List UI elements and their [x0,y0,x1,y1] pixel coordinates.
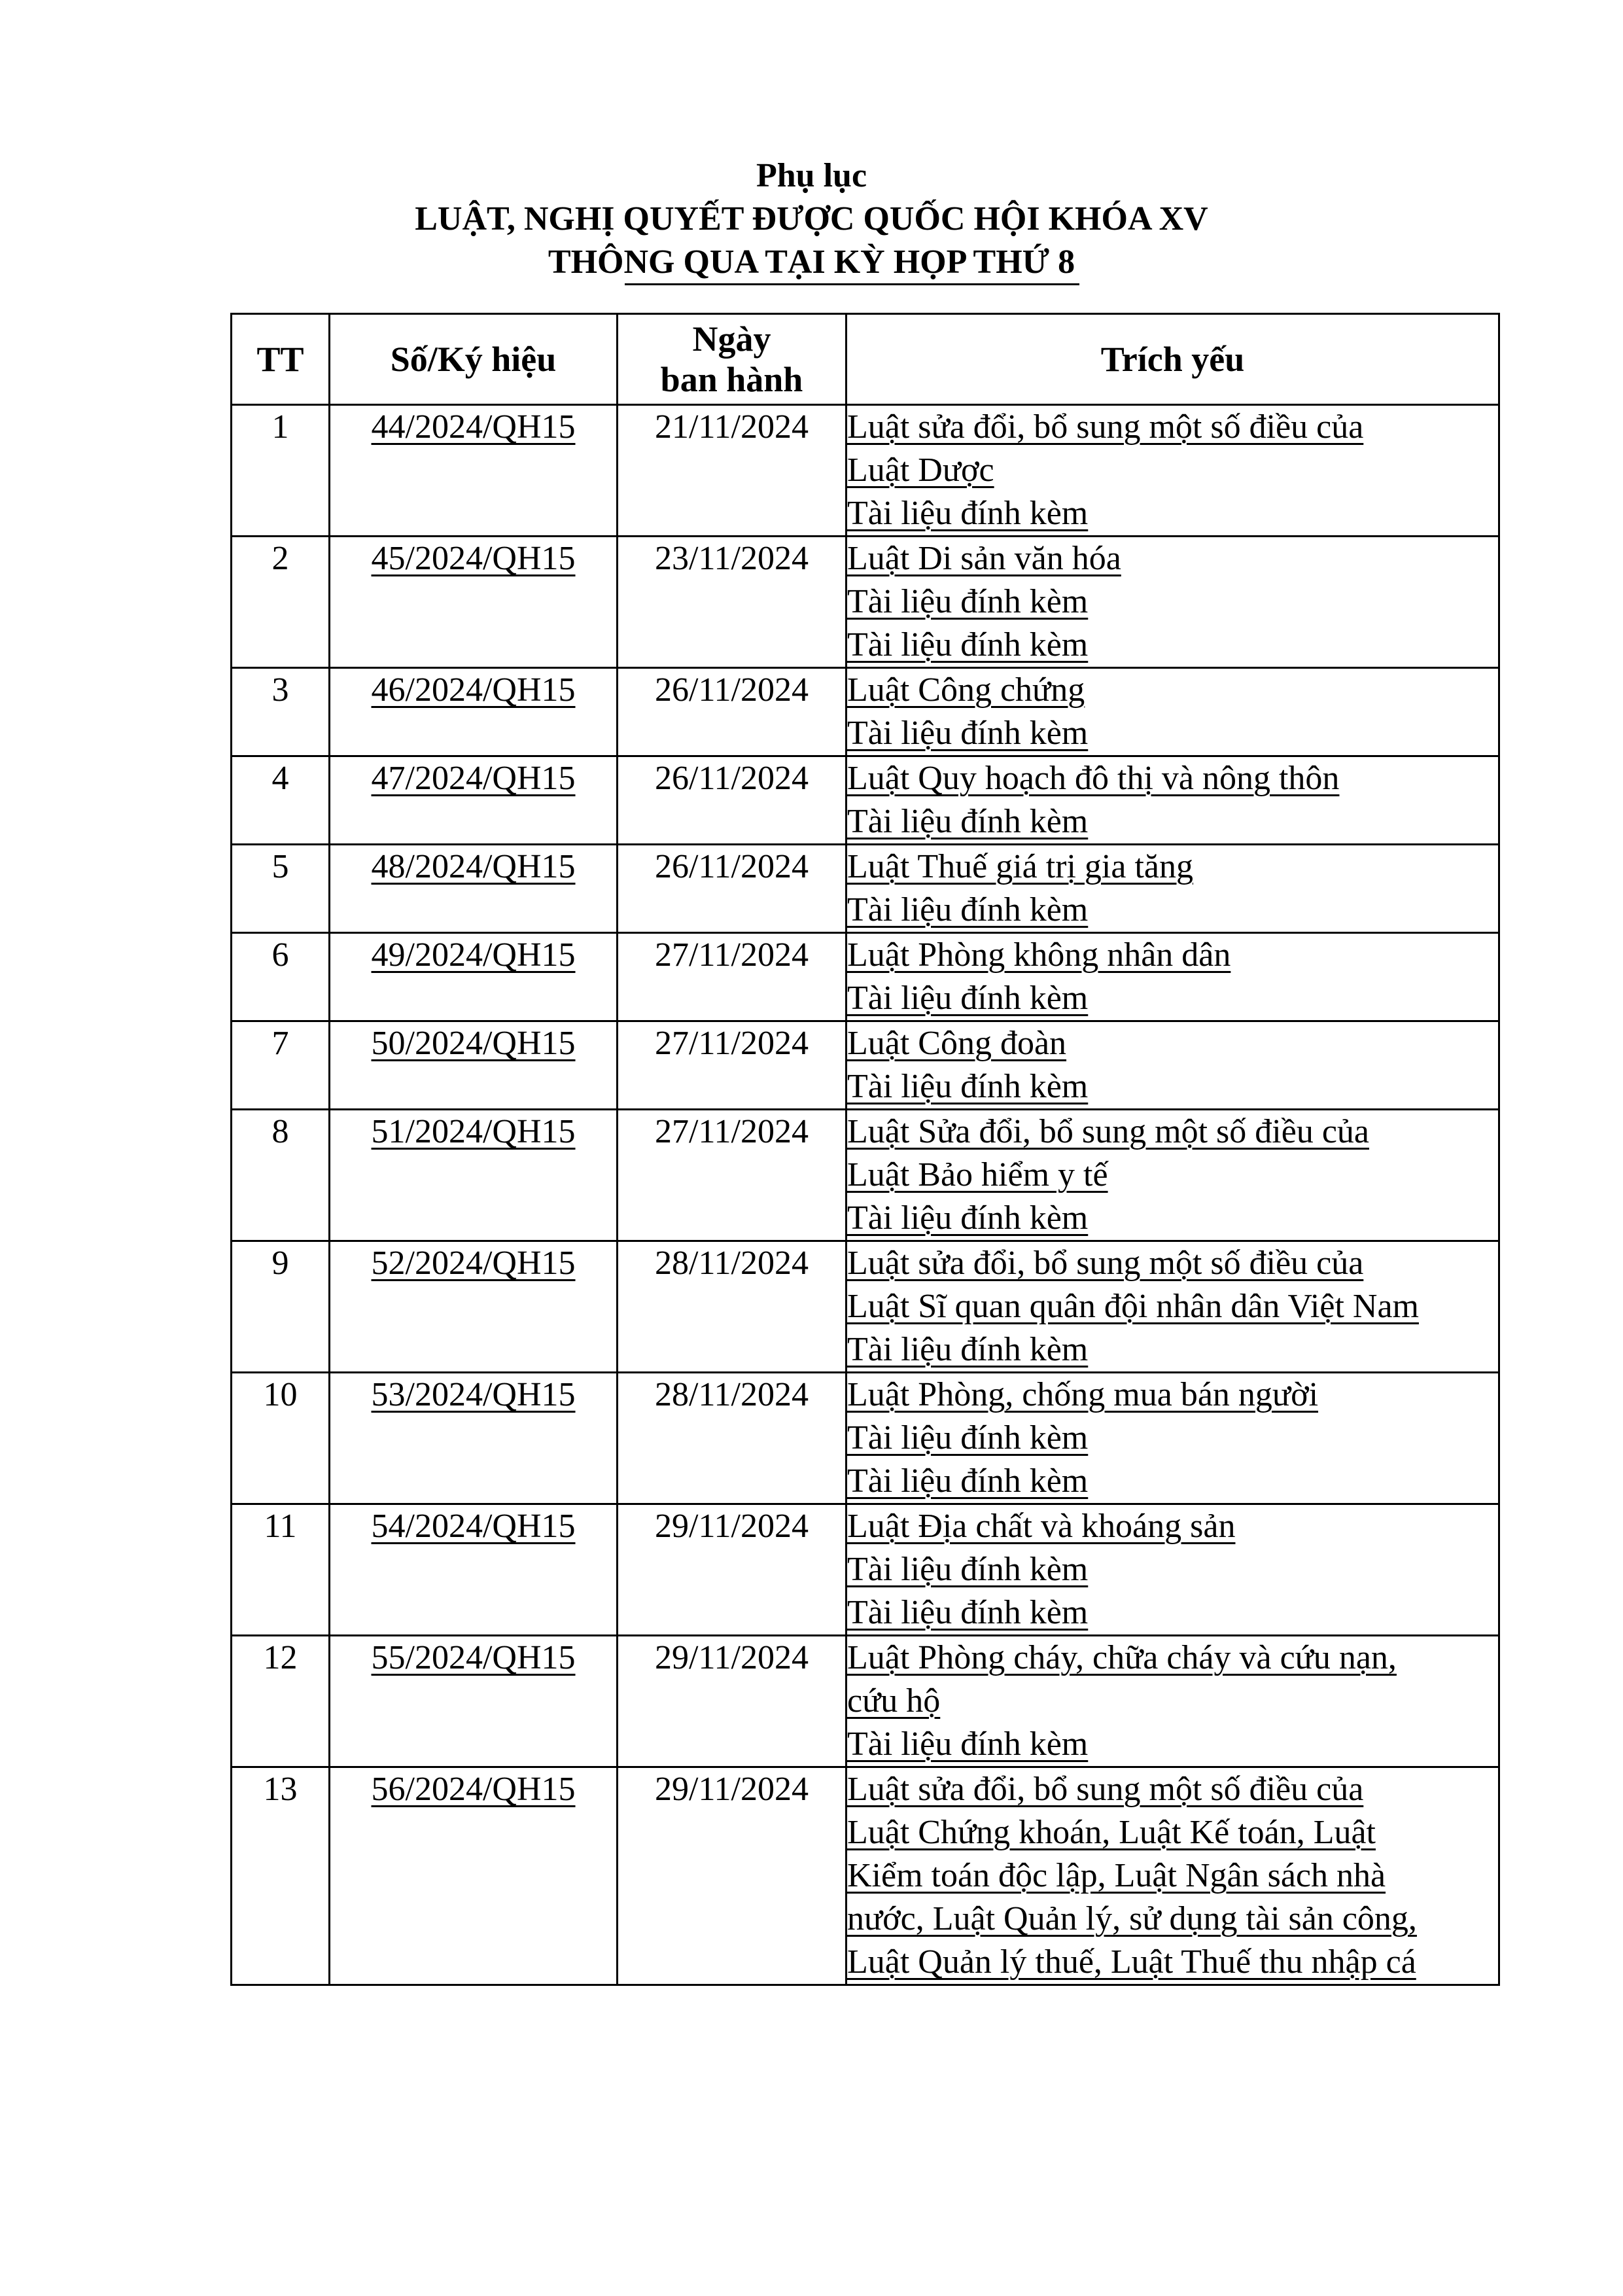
table-header-row [232,314,1499,405]
table-row [232,1373,1499,1504]
cell-ngay-ban-hanh: 27/11/2024 [618,1110,846,1241]
document-header [0,154,1623,284]
law-title-line: Luật Địa chất và khoáng sản [847,1508,1236,1545]
law-title-link[interactable] [847,406,1498,492]
law-title-link[interactable] [847,845,1498,889]
attachment-item [847,1065,1498,1108]
attachment-link[interactable]: Tài liệu đính kèm [847,803,1089,840]
column-header-tt: TT [232,314,330,405]
cell-trich-yeu [846,1110,1499,1241]
table-row [232,1110,1499,1241]
cell-so-ky-hieu [330,668,618,756]
attachment-item [847,977,1498,1020]
law-title-line: Luật Sửa đổi, bổ sung một số điều của [847,1113,1369,1150]
column-header-ngay-ban-hanh [618,314,846,405]
law-title-line: Luật Bảo hiểm y tế [847,1156,1108,1193]
cell-so-ky-hieu [330,933,618,1021]
document-number-link[interactable]: 56/2024/QH15 [371,1771,576,1808]
law-title-line: Luật Phòng, chống mua bán người [847,1376,1319,1413]
attachment-item [847,1591,1498,1634]
law-title-line: Luật Dược [847,451,994,489]
cell-ngay-ban-hanh: 28/11/2024 [618,1373,846,1504]
header-subtitle-line-2: THÔNG QUA TẠI KỲ HỌP THỨ 8 [548,243,1075,281]
cell-tt: 12 [232,1636,330,1767]
attachment-item [847,800,1498,843]
cell-so-ky-hieu [330,756,618,845]
law-title-line: Luật Quản lý thuế, Luật Thuế thu nhập cá [847,1943,1416,1981]
attachment-item [847,712,1498,755]
cell-ngay-ban-hanh: 27/11/2024 [618,1021,846,1110]
document-number-link[interactable]: 44/2024/QH15 [371,408,576,446]
cell-tt: 1 [232,405,330,537]
cell-tt: 11 [232,1504,330,1636]
table-body [232,405,1499,1985]
cell-ngay-ban-hanh: 21/11/2024 [618,405,846,537]
law-title-line: Luật Sĩ quan quân đội nhân dân Việt Nam [847,1288,1419,1325]
cell-trich-yeu [846,756,1499,845]
cell-so-ky-hieu [330,845,618,933]
law-title-link[interactable] [847,1022,1498,1065]
law-title-link[interactable] [847,537,1498,580]
table-row [232,933,1499,1021]
table-row [232,1021,1499,1110]
table-row [232,537,1499,668]
cell-tt: 4 [232,756,330,845]
attachment-link[interactable]: Tài liệu đính kèm [847,715,1089,752]
attachment-item [847,1417,1498,1460]
column-header-ngay-line1: Ngày [692,319,771,359]
cell-trich-yeu [846,1373,1499,1504]
attachment-item [847,580,1498,624]
table-row [232,1241,1499,1373]
cell-so-ky-hieu [330,1767,618,1985]
law-title-line: Luật Di sản văn hóa [847,540,1121,577]
law-title-line: Luật Phòng không nhân dân [847,936,1231,974]
cell-ngay-ban-hanh: 27/11/2024 [618,933,846,1021]
law-title-line: Luật Thuế giá trị gia tăng [847,848,1193,885]
law-title-line: cứu hộ [847,1682,941,1720]
cell-so-ky-hieu [330,1021,618,1110]
attachment-item [847,1548,1498,1591]
attachment-item [847,1328,1498,1371]
cell-ngay-ban-hanh: 29/11/2024 [618,1767,846,1985]
attachment-item [847,624,1498,667]
law-title-line: Kiểm toán độc lập, Luật Ngân sách nhà [847,1857,1386,1894]
cell-trich-yeu [846,1241,1499,1373]
cell-trich-yeu [846,1504,1499,1636]
cell-trich-yeu [846,1021,1499,1110]
cell-ngay-ban-hanh: 29/11/2024 [618,1504,846,1636]
document-number-link[interactable]: 46/2024/QH15 [371,671,576,709]
document-number-link[interactable]: 45/2024/QH15 [371,540,576,577]
cell-so-ky-hieu [330,1636,618,1767]
attachment-link[interactable]: Tài liệu đính kèm [847,1419,1089,1457]
law-title-link[interactable] [847,934,1498,977]
document-number-link[interactable]: 49/2024/QH15 [371,936,576,974]
attachment-link[interactable]: Tài liệu đính kèm [847,1725,1089,1763]
document-number-link[interactable]: 47/2024/QH15 [371,760,576,797]
law-title-line: Luật Công đoàn [847,1025,1067,1062]
cell-so-ky-hieu [330,537,618,668]
column-header-ngay-line2: ban hành [660,360,803,399]
cell-so-ky-hieu [330,1241,618,1373]
law-title-line: Luật sửa đổi, bổ sung một số điều của [847,1245,1364,1282]
cell-tt: 13 [232,1767,330,1985]
document-number-link[interactable]: 50/2024/QH15 [371,1025,576,1062]
law-title-line: Luật sửa đổi, bổ sung một số điều của [847,1771,1364,1808]
cell-ngay-ban-hanh: 28/11/2024 [618,1241,846,1373]
cell-tt: 7 [232,1021,330,1110]
document-number-link[interactable]: 53/2024/QH15 [371,1376,576,1413]
law-title-line: nước, Luật Quản lý, sử dụng tài sản công, [847,1900,1417,1937]
table-row [232,1767,1499,1985]
table-row [232,756,1499,845]
cell-trich-yeu [846,845,1499,933]
cell-tt: 5 [232,845,330,933]
document-number-link[interactable]: 54/2024/QH15 [371,1508,576,1545]
attachment-link[interactable]: Tài liệu đính kèm [847,1551,1089,1588]
document-number-link[interactable]: 52/2024/QH15 [371,1245,576,1282]
attachment-item [847,1723,1498,1766]
law-title-line: Luật Chứng khoán, Luật Kế toán, Luật [847,1814,1376,1851]
laws-table [230,313,1500,1986]
cell-ngay-ban-hanh: 26/11/2024 [618,668,846,756]
law-title-link[interactable] [847,1242,1498,1328]
cell-so-ky-hieu [330,1504,618,1636]
document-number-link[interactable]: 51/2024/QH15 [371,1113,576,1150]
attachment-link[interactable]: Tài liệu đính kèm [847,1462,1089,1500]
cell-ngay-ban-hanh: 29/11/2024 [618,1636,846,1767]
law-title-line: Luật Quy hoạch đô thị và nông thôn [847,760,1340,797]
cell-ngay-ban-hanh: 23/11/2024 [618,537,846,668]
cell-tt: 8 [232,1110,330,1241]
header-divider [625,283,1079,285]
law-title-line: Luật Phòng cháy, chữa cháy và cứu nạn, [847,1639,1397,1676]
cell-trich-yeu [846,405,1499,537]
law-title-link[interactable] [847,1636,1498,1723]
header-title: Phụ lục [756,157,867,194]
attachment-item [847,492,1498,535]
cell-tt: 10 [232,1373,330,1504]
column-header-trich-yeu: Trích yếu [846,314,1499,405]
law-title-link[interactable] [847,669,1498,712]
cell-ngay-ban-hanh: 26/11/2024 [618,756,846,845]
law-title-link[interactable] [847,757,1498,800]
law-title-link[interactable] [847,1768,1498,1984]
law-title-link[interactable] [847,1373,1498,1417]
attachment-link[interactable]: Tài liệu đính kèm [847,1199,1089,1237]
cell-so-ky-hieu [330,1110,618,1241]
attachment-item [847,1197,1498,1240]
column-header-so-ky-hieu: Số/Ký hiệu [330,314,618,405]
table-row [232,668,1499,756]
cell-trich-yeu [846,668,1499,756]
cell-tt: 2 [232,537,330,668]
table-row [232,845,1499,933]
law-title-line: Luật Công chứng [847,671,1085,709]
cell-tt: 3 [232,668,330,756]
attachment-item [847,889,1498,932]
document-number-link[interactable]: 55/2024/QH15 [371,1639,576,1676]
table-row [232,1504,1499,1636]
cell-trich-yeu [846,1767,1499,1985]
attachment-link[interactable]: Tài liệu đính kèm [847,980,1089,1017]
law-title-link[interactable] [847,1110,1498,1197]
document-number-link[interactable]: 48/2024/QH15 [371,848,576,885]
cell-ngay-ban-hanh: 26/11/2024 [618,845,846,933]
table-row [232,1636,1499,1767]
attachment-link[interactable]: Tài liệu đính kèm [847,1068,1089,1105]
cell-so-ky-hieu [330,1373,618,1504]
cell-tt: 6 [232,933,330,1021]
attachment-link[interactable]: Tài liệu đính kèm [847,626,1089,663]
cell-so-ky-hieu [330,405,618,537]
law-title-link[interactable] [847,1505,1498,1548]
cell-trich-yeu [846,1636,1499,1767]
header-subtitle-line-1: LUẬT, NGHỊ QUYẾT ĐƯỢC QUỐC HỘI KHÓA XV [415,200,1208,238]
table-row [232,405,1499,537]
cell-trich-yeu [846,537,1499,668]
attachment-link[interactable]: Tài liệu đính kèm [847,583,1089,620]
attachment-item [847,1460,1498,1503]
attachment-link[interactable]: Tài liệu đính kèm [847,1594,1089,1631]
law-title-line: Luật sửa đổi, bổ sung một số điều của [847,408,1364,446]
attachment-link[interactable]: Tài liệu đính kèm [847,1331,1089,1368]
cell-tt: 9 [232,1241,330,1373]
attachment-link[interactable]: Tài liệu đính kèm [847,891,1089,928]
cell-trich-yeu [846,933,1499,1021]
attachment-link[interactable]: Tài liệu đính kèm [847,495,1089,532]
